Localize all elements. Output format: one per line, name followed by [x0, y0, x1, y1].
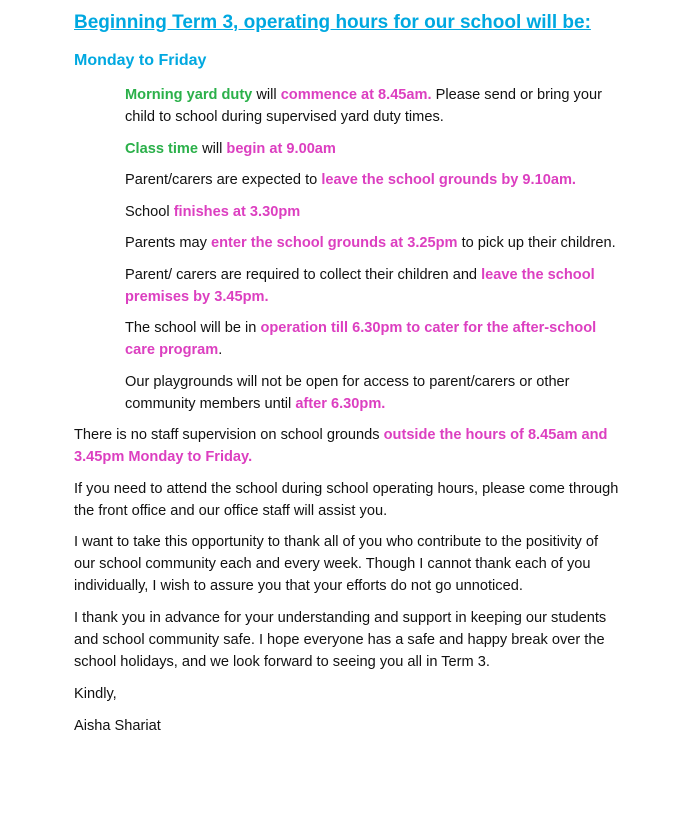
schedule-list — [125, 84, 625, 415]
schedule-item-class-time: Class time will begin at 9.00am — [125, 140, 336, 157]
schedule-item-leave-grounds: Parent/carers are expected to leave the school grounds by 9.10am. — [125, 172, 576, 188]
office-paragraph: If you need to attend the school during school operating hours, please come through the front office and our office staff will assist you. — [74, 480, 619, 519]
supervision-paragraph: There is no staff supervision on school grounds outside the hours of 8.45am and 3.45pm Monday to Friday. — [74, 427, 608, 465]
schedule-item-yard-duty: Morning yard duty will commence at 8.45am. Please send or bring your child to school during supervised yard duty times. — [125, 87, 602, 125]
signature-name: Aisha Shariat — [74, 717, 161, 734]
schedule-item-playgrounds: Our playgrounds will not be open for access to parent/carers or other community members until after 6.30pm. — [125, 373, 570, 412]
signoff: Kindly, — [74, 685, 117, 702]
schedule-item-collect: Parent/ carers are required to collect their children and leave the school premises by 3.45pm. — [125, 266, 595, 305]
schedule-item-after-school-care: The school will be in operation till 6.30pm to cater for the after-school care program. — [125, 320, 597, 358]
thanks-paragraph: I want to take this opportunity to thank all of you who contribute to the positivity of our school community each and every week. Though I cannot thank each of you individually, I wish to assure you that your efforts do not go unnoticed. — [74, 534, 599, 594]
page-title: Beginning Term 3, operating hours for our school will be: — [74, 12, 591, 33]
schedule-item-school-finishes: School finishes at 3.30pm — [125, 203, 301, 220]
section-subheading: Monday to Friday — [74, 52, 207, 69]
document-page — [74, 10, 634, 737]
advance-paragraph: I thank you in advance for your understanding and support in keeping our students and school community safe. I hope everyone has a safe and happy break over the school holidays, and we look forward to seeing you all in Term 3. — [74, 609, 607, 670]
schedule-item-pickup: Parents may enter the school grounds at 3.25pm to pick up their children. — [125, 235, 616, 251]
